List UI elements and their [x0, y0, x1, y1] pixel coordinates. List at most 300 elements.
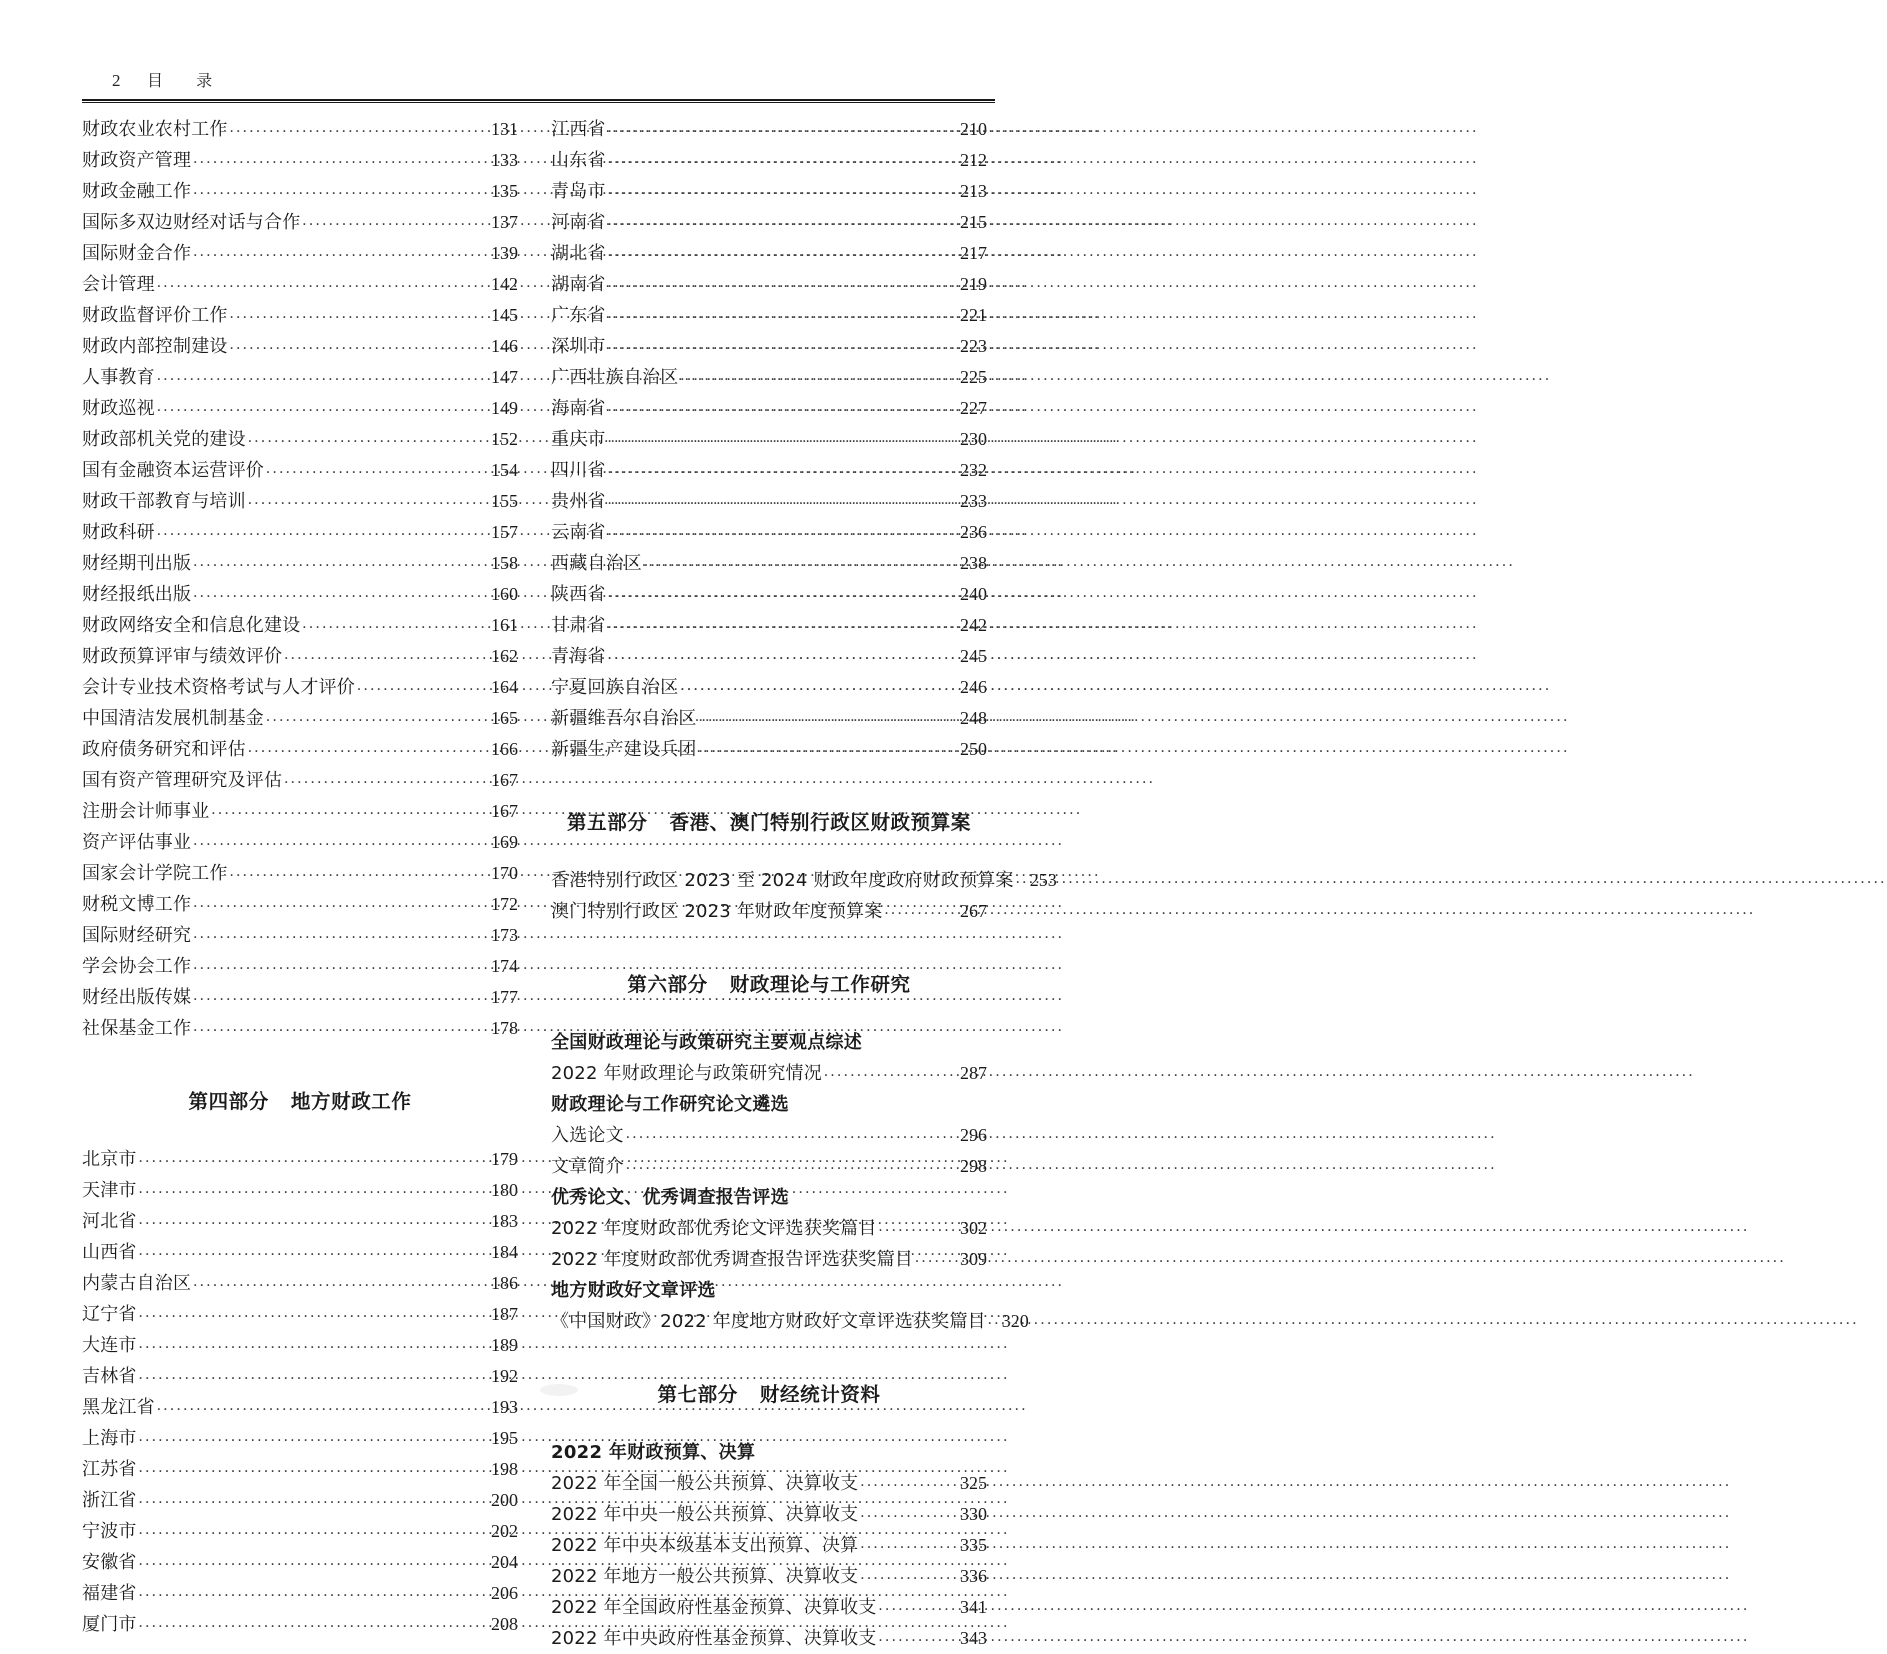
toc-entry[interactable] [551, 579, 987, 610]
toc-entry[interactable] [551, 1213, 987, 1244]
toc-entry[interactable] [82, 1609, 518, 1640]
toc-entry[interactable] [82, 1578, 518, 1609]
dot-leader [139, 1556, 483, 1574]
toc-entry[interactable] [551, 1151, 987, 1182]
toc-entry[interactable] [551, 424, 987, 455]
toc-entry-page-number: 133 [491, 150, 518, 170]
toc-entry-page-number: 173 [491, 925, 518, 945]
toc-entry-title: 全国财政理论与政策研究主要观点综述 [551, 1032, 863, 1053]
dot-leader [988, 1315, 994, 1333]
part6-heading-number: 第六部分 [627, 973, 708, 996]
toc-entry[interactable] [82, 269, 518, 300]
toc-entry[interactable] [551, 300, 987, 331]
toc-entry-page-number: 240 [960, 584, 987, 604]
toc-entry-title: 2022 年中央政府性基金预算、决算收支 [551, 1628, 877, 1649]
toc-entry[interactable] [551, 455, 987, 486]
toc-entry[interactable] [82, 579, 518, 610]
spacer [551, 1407, 987, 1437]
toc-entry-page-number: 158 [491, 553, 518, 573]
toc-entry-page-number: 204 [491, 1552, 518, 1572]
toc-entry-title: 2022 年财政预算、决算 [551, 1442, 756, 1463]
toc-entry-title: 西藏自治区 [551, 553, 642, 574]
toc-entry-title: 新疆生产建设兵团 [551, 739, 697, 760]
dot-leader [284, 774, 483, 792]
dot-leader [139, 1525, 483, 1543]
toc-entry-title: 2022 年财政理论与政策研究情况 [551, 1063, 822, 1084]
toc-entry-title: 2022 年地方一般公共预算、决算收支 [551, 1566, 859, 1587]
toc-entry-title: 财政农业农村工作 [82, 119, 228, 140]
toc-entry[interactable] [82, 1175, 518, 1206]
toc-entry-page-number: 336 [960, 1566, 987, 1586]
part6-heading-title: 财政理论与工作研究 [729, 973, 911, 996]
toc-entry-page-number: 223 [960, 336, 987, 356]
toc-entry[interactable] [551, 269, 987, 300]
toc-entry[interactable] [551, 703, 987, 734]
toc-list-part4 [82, 1144, 518, 1640]
part7-heading-title: 财经统计资料 [759, 1383, 881, 1406]
toc-entry-page-number: 217 [960, 243, 987, 263]
dot-leader [860, 1508, 952, 1526]
toc-entry[interactable] [551, 176, 987, 207]
toc-entry-page-number: 152 [491, 429, 518, 449]
toc-entry[interactable] [82, 238, 518, 269]
dot-leader [193, 557, 483, 575]
toc-entry-page-number: 170 [491, 863, 518, 883]
dot-leader [193, 960, 483, 978]
toc-entry-page-number: 169 [491, 832, 518, 852]
toc-entry-page-number: 233 [960, 491, 987, 511]
toc-entry[interactable] [82, 1237, 518, 1268]
toc-entry-title: 山西省 [82, 1242, 137, 1263]
toc-entry-title: 国家会计学院工作 [82, 863, 228, 884]
toc-group-heading[interactable] [551, 1089, 987, 1120]
toc-entry[interactable] [82, 641, 518, 672]
toc-entry-page-number: 330 [960, 1504, 987, 1524]
toc-entry-page-number: 200 [491, 1490, 518, 1510]
toc-entry[interactable] [82, 548, 518, 579]
toc-entry-page-number: 202 [491, 1521, 518, 1541]
toc-entry[interactable] [82, 610, 518, 641]
toc-entry-page-number: 174 [491, 956, 518, 976]
toc-entry-page-number: 172 [491, 894, 518, 914]
toc-entry-page-number: 325 [960, 1473, 987, 1493]
dot-leader [626, 1160, 952, 1178]
toc-entry-title: 贵州省 [551, 491, 606, 512]
toc-entry[interactable] [82, 331, 518, 362]
toc-entry-title: 河南省 [551, 212, 606, 233]
dot-leader [1016, 874, 1022, 892]
toc-entry[interactable] [82, 455, 518, 486]
toc-group-heading[interactable] [551, 1027, 987, 1058]
dot-leader [644, 557, 952, 575]
dot-leader [139, 1432, 483, 1450]
toc-entry[interactable] [82, 672, 518, 703]
toc-entry-page-number: 167 [491, 801, 518, 821]
toc-entry[interactable] [551, 1561, 987, 1592]
toc-entry-page-number: 154 [491, 460, 518, 480]
toc-entry-title: 优秀论文、优秀调查报告评选 [551, 1187, 789, 1208]
toc-entry[interactable] [551, 114, 987, 145]
toc-entry[interactable] [551, 1623, 987, 1654]
dot-leader [608, 278, 952, 296]
toc-entry[interactable] [551, 896, 987, 927]
toc-entry[interactable] [551, 238, 987, 269]
dot-leader [824, 1067, 952, 1085]
toc-entry-page-number: 206 [491, 1583, 518, 1603]
part5-heading-number: 第五部分 [567, 811, 648, 834]
toc-entry[interactable] [82, 703, 518, 734]
toc-entry[interactable] [82, 1299, 518, 1330]
dot-leader [699, 743, 952, 761]
dot-leader [608, 123, 952, 141]
toc-entry-title: 重庆市 [551, 429, 606, 450]
running-header-title: 目 录 [147, 71, 227, 90]
toc-entry-title: 国有资产管理研究及评估 [82, 770, 283, 791]
toc-entry[interactable] [82, 1454, 518, 1485]
dot-leader [193, 898, 483, 916]
toc-entry[interactable] [551, 1499, 987, 1530]
toc-entry-page-number: 232 [960, 460, 987, 480]
toc-entry-title: 文章简介 [551, 1156, 624, 1177]
toc-entry-title: 2022 年度财政部优秀调查报告评选获奖篇目 [551, 1249, 913, 1270]
dot-leader [284, 650, 483, 668]
toc-column-left [82, 114, 518, 1640]
dot-leader [139, 1494, 483, 1512]
toc-entry-page-number: 210 [960, 119, 987, 139]
page-folio: 2 [112, 71, 121, 90]
toc-entry-page-number: 157 [491, 522, 518, 542]
dot-leader [357, 681, 483, 699]
toc-group-heading[interactable] [551, 1275, 987, 1306]
toc-entry-page-number: 131 [491, 119, 518, 139]
toc-list-part7 [551, 1437, 987, 1654]
dot-leader [302, 619, 483, 637]
dot-leader [193, 1022, 483, 1040]
toc-entry-page-number: 267 [960, 901, 987, 921]
toc-entry[interactable] [82, 1330, 518, 1361]
dot-leader [608, 185, 952, 203]
toc-list-part4-continued [551, 114, 987, 765]
toc-entry[interactable] [82, 517, 518, 548]
dot-leader [248, 495, 483, 513]
toc-entry-title: 广西壮族自治区 [551, 367, 679, 388]
toc-entry-title: 财政监督评价工作 [82, 305, 228, 326]
toc-entry-title: 财政预算评审与绩效评价 [82, 646, 283, 667]
toc-entry[interactable] [551, 145, 987, 176]
toc-entry-title: 2022 年全国一般公共预算、决算收支 [551, 1473, 859, 1494]
toc-entry[interactable] [82, 1268, 518, 1299]
dot-leader [139, 1246, 483, 1264]
dot-leader [193, 929, 483, 947]
toc-entry-title: 财政科研 [82, 522, 155, 543]
toc-entry-title: 政府债务研究和评估 [82, 739, 246, 760]
toc-list-part5 [551, 865, 1057, 927]
toc-entry-page-number: 189 [491, 1335, 518, 1355]
dot-leader [157, 371, 483, 389]
toc-entry-page-number: 179 [491, 1149, 518, 1169]
dot-leader [879, 1601, 952, 1619]
toc-entry-title: 资产评估事业 [82, 832, 192, 853]
toc-entry-page-number: 320 [1001, 1311, 1029, 1331]
dot-leader [608, 619, 952, 637]
dot-leader [626, 1129, 952, 1147]
toc-entry-title: 上海市 [82, 1428, 137, 1449]
toc-entry[interactable] [82, 1423, 518, 1454]
toc-entry-title: 2022 年中央本级基本支出预算、决算 [551, 1535, 859, 1556]
toc-entry-page-number: 146 [491, 336, 518, 356]
toc-entry-page-number: 142 [491, 274, 518, 294]
toc-entry-title: 山东省 [551, 150, 606, 171]
toc-entry[interactable] [551, 1530, 987, 1561]
toc-entry-title: 辽宁省 [82, 1304, 137, 1325]
dot-leader [608, 247, 952, 265]
toc-entry-title: 吉林省 [82, 1366, 137, 1387]
dot-leader [157, 278, 483, 296]
dot-leader [266, 712, 483, 730]
toc-entry[interactable] [551, 331, 987, 362]
toc-entry-page-number: 166 [491, 739, 518, 759]
toc-entry-title: 财政网络安全和信息化建设 [82, 615, 301, 636]
toc-entry-title: 天津市 [82, 1180, 137, 1201]
toc-entry-page-number: 160 [491, 584, 518, 604]
toc-entry[interactable] [82, 1013, 518, 1044]
toc-group-heading[interactable] [551, 1182, 987, 1213]
toc-entry[interactable] [551, 734, 987, 765]
toc-entry-title: 四川省 [551, 460, 606, 481]
toc-entry-title: 学会协会工作 [82, 956, 192, 977]
toc-entry-page-number: 135 [491, 181, 518, 201]
dot-leader [230, 123, 483, 141]
toc-entry[interactable] [82, 920, 518, 951]
toc-entry-title: 河北省 [82, 1211, 137, 1232]
toc-entry[interactable] [82, 393, 518, 424]
toc-entry[interactable] [551, 548, 987, 579]
toc-entry-page-number: 238 [960, 553, 987, 573]
dot-leader [139, 1215, 483, 1233]
toc-entry-title: 财政内部控制建设 [82, 336, 228, 357]
toc-entry[interactable] [551, 362, 987, 393]
toc-entry-title: 江西省 [551, 119, 606, 140]
toc-entry-page-number: 248 [960, 708, 987, 728]
toc-entry[interactable] [82, 982, 518, 1013]
toc-entry-title: 人事教育 [82, 367, 155, 388]
toc-entry[interactable] [551, 486, 987, 517]
toc-entry-page-number: 162 [491, 646, 518, 666]
toc-entry-title: 宁波市 [82, 1521, 137, 1542]
toc-entry-page-number: 296 [960, 1125, 987, 1145]
toc-entry-page-number: 187 [491, 1304, 518, 1324]
part7-heading-number: 第七部分 [657, 1383, 738, 1406]
dot-leader [915, 1253, 952, 1271]
dot-leader [860, 1570, 952, 1588]
toc-entry-title: 安徽省 [82, 1552, 137, 1573]
toc-group-heading[interactable] [551, 1437, 987, 1468]
toc-entry[interactable] [82, 424, 518, 455]
toc-entry-title: 社保基金工作 [82, 1018, 192, 1039]
toc-entry[interactable] [82, 796, 518, 827]
toc-entry-title: 宁夏回族自治区 [551, 677, 679, 698]
toc-entry-title: 浙江省 [82, 1490, 137, 1511]
toc-entry[interactable] [82, 827, 518, 858]
toc-entry[interactable] [551, 1058, 987, 1089]
toc-entry[interactable] [82, 1144, 518, 1175]
dot-leader [860, 1477, 952, 1495]
toc-entry-page-number: 177 [491, 987, 518, 1007]
toc-list-part6 [551, 1027, 1029, 1337]
dot-leader [230, 867, 483, 885]
toc-entry[interactable] [82, 207, 518, 238]
toc-entry-page-number: 147 [491, 367, 518, 387]
toc-entry-page-number: 164 [491, 677, 518, 697]
toc-entry-title: 财税文博工作 [82, 894, 192, 915]
toc-entry[interactable] [551, 1592, 987, 1623]
toc-entry[interactable] [551, 517, 987, 548]
dot-leader [193, 247, 483, 265]
toc-entry-title: 甘肃省 [551, 615, 606, 636]
dot-leader [302, 216, 483, 234]
toc-entry[interactable] [82, 486, 518, 517]
toc-entry-page-number: 215 [960, 212, 987, 232]
dot-leader [248, 743, 483, 761]
toc-entry-page-number: 225 [960, 367, 987, 387]
toc-entry-title: 云南省 [551, 522, 606, 543]
dot-leader [608, 495, 952, 513]
toc-entry-title: 内蒙古自治区 [82, 1273, 192, 1294]
toc-entry[interactable] [82, 300, 518, 331]
toc-entry-page-number: 236 [960, 522, 987, 542]
toc-entry-page-number: 195 [491, 1428, 518, 1448]
toc-entry[interactable] [551, 610, 987, 641]
part5-heading-title: 香港、澳门特别行政区财政预算案 [669, 811, 971, 834]
toc-entry-title: 国有金融资本运营评价 [82, 460, 264, 481]
toc-entry-title: 广东省 [551, 305, 606, 326]
dot-leader [248, 433, 483, 451]
toc-entry[interactable] [82, 1361, 518, 1392]
scan-artifact [540, 1384, 578, 1396]
toc-entry-title: 2022 年全国政府性基金预算、决算收支 [551, 1597, 877, 1618]
toc-entry-title: 财经报纸出版 [82, 584, 192, 605]
toc-entry[interactable] [551, 1306, 1029, 1337]
toc-entry[interactable] [551, 1244, 987, 1275]
dot-leader [139, 1618, 483, 1636]
toc-entry-title: 财政部机关党的建设 [82, 429, 246, 450]
part6-heading [551, 969, 987, 997]
toc-entry-page-number: 186 [491, 1273, 518, 1293]
spacer [551, 927, 987, 969]
toc-entry-page-number: 253 [1029, 870, 1057, 890]
dot-leader [139, 1339, 483, 1357]
dot-leader [608, 309, 952, 327]
toc-entry-title: 国际财经研究 [82, 925, 192, 946]
toc-entry[interactable] [551, 1468, 987, 1499]
toc-entry[interactable] [82, 176, 518, 207]
toc-entry[interactable] [82, 1206, 518, 1237]
toc-entry-page-number: 137 [491, 212, 518, 232]
toc-entry-title: 财经出版传媒 [82, 987, 192, 1008]
toc-entry[interactable] [82, 1392, 518, 1423]
toc-entry[interactable] [82, 145, 518, 176]
spacer [551, 835, 987, 865]
toc-entry-page-number: 221 [960, 305, 987, 325]
toc-entry-page-number: 139 [491, 243, 518, 263]
toc-entry[interactable] [82, 1485, 518, 1516]
toc-entry[interactable] [551, 641, 987, 672]
toc-entry-title: 2022 年度财政部优秀论文评选获奖篇目 [551, 1218, 877, 1239]
dot-leader [608, 526, 952, 544]
toc-entry[interactable] [82, 858, 518, 889]
toc-entry[interactable] [82, 734, 518, 765]
running-header [112, 68, 992, 91]
toc-entry[interactable] [82, 951, 518, 982]
dot-leader [879, 1222, 952, 1240]
toc-entry-page-number: 298 [960, 1156, 987, 1176]
dot-leader [608, 154, 952, 172]
toc-entry-page-number: 250 [960, 739, 987, 759]
toc-entry-page-number: 213 [960, 181, 987, 201]
toc-entry-title: 财政巡视 [82, 398, 155, 419]
toc-entry-page-number: 192 [491, 1366, 518, 1386]
toc-entry-page-number: 161 [491, 615, 518, 635]
toc-entry-title: 青岛市 [551, 181, 606, 202]
toc-entry-page-number: 245 [960, 646, 987, 666]
dot-leader [193, 154, 483, 172]
dot-leader [860, 1539, 952, 1557]
toc-entry-title: 《中国财政》2022 年度地方财政好文章评选获奖篇目 [551, 1311, 986, 1332]
toc-entry[interactable] [82, 889, 518, 920]
toc-entry-title: 香港特别行政区 2023 至 2024 财政年度政府财政预算案 [551, 870, 1014, 891]
toc-entry-page-number: 335 [960, 1535, 987, 1555]
toc-entry[interactable] [82, 362, 518, 393]
toc-entry-title: 2022 年中央一般公共预算、决算收支 [551, 1504, 859, 1525]
toc-entry-title: 中国清洁发展机制基金 [82, 708, 264, 729]
toc-entry-page-number: 212 [960, 150, 987, 170]
dot-leader [139, 1184, 483, 1202]
toc-entry-title: 黑龙江省 [82, 1397, 155, 1418]
toc-entry[interactable] [551, 207, 987, 238]
toc-entry-title: 财政理论与工作研究论文遴选 [551, 1094, 789, 1115]
part5-heading [551, 807, 987, 835]
dot-leader [139, 1153, 483, 1171]
toc-entry[interactable] [82, 114, 518, 145]
toc-entry-page-number: 183 [491, 1211, 518, 1231]
dot-leader [266, 464, 483, 482]
toc-entry-title: 财经期刊出版 [82, 553, 192, 574]
toc-entry[interactable] [551, 1120, 987, 1151]
dot-leader [608, 216, 952, 234]
dot-leader [230, 309, 483, 327]
toc-entry-page-number: 193 [491, 1397, 518, 1417]
toc-entry-title: 大连市 [82, 1335, 137, 1356]
spacer [82, 1044, 518, 1086]
toc-entry[interactable] [82, 765, 518, 796]
dot-leader [211, 805, 483, 823]
toc-entry-title: 江苏省 [82, 1459, 137, 1480]
toc-entry[interactable] [551, 672, 987, 703]
toc-entry-title: 湖南省 [551, 274, 606, 295]
toc-entry[interactable] [82, 1516, 518, 1547]
toc-entry-page-number: 165 [491, 708, 518, 728]
toc-list-part3 [82, 114, 518, 1044]
spacer [551, 997, 987, 1027]
part7-heading [551, 1379, 987, 1407]
toc-entry-page-number: 246 [960, 677, 987, 697]
toc-entry[interactable] [551, 393, 987, 424]
toc-entry-title: 新疆维吾尔自治区 [551, 708, 697, 729]
toc-entry-title: 财政干部教育与培训 [82, 491, 246, 512]
toc-entry-title: 厦门市 [82, 1614, 137, 1635]
toc-entry[interactable] [82, 1547, 518, 1578]
toc-entry[interactable] [551, 865, 1057, 896]
